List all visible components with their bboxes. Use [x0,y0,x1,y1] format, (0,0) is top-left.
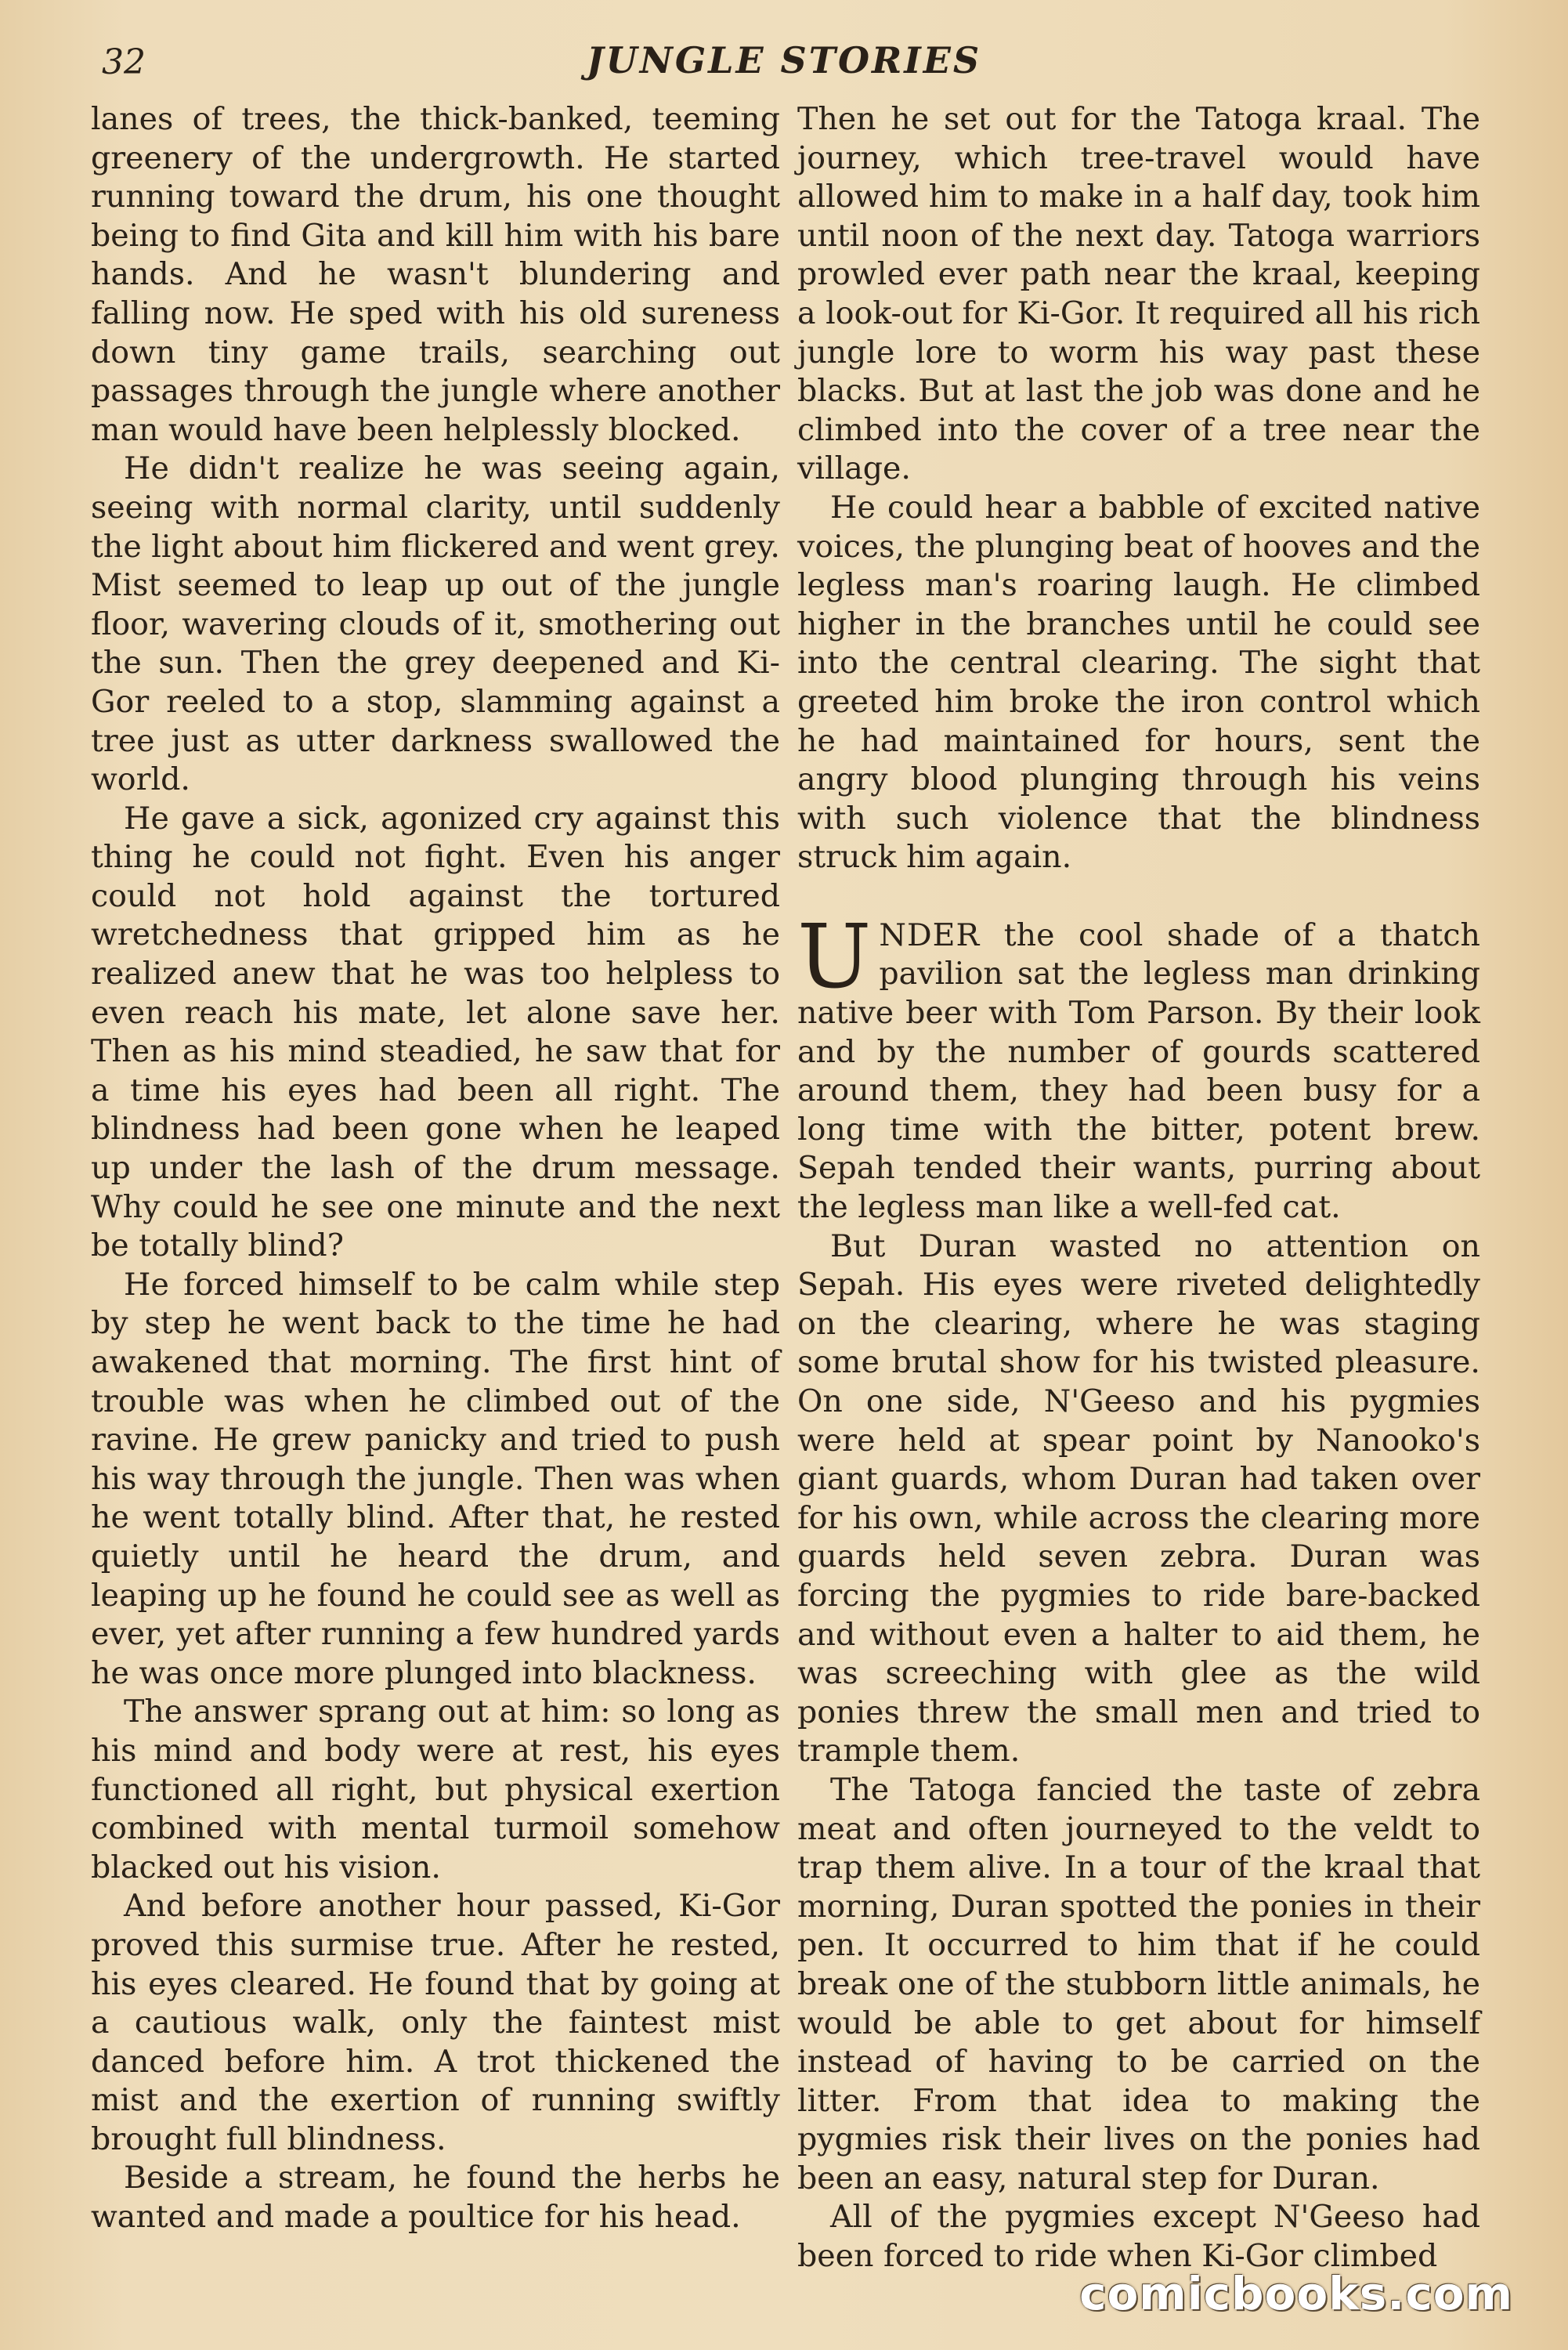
page-number: 32 [102,42,146,82]
opening-text: the cool shade of a thatch pavilion sat the legless man drinking native beer with Tom Parson. By their look and by the number of gourds scattered around them, they had been busy for a long time with the bitter, potent brew. Sepah tended their wants, purring about the legless man like a well-fed cat. [797,916,1480,1226]
paragraph: lanes of trees, the thick-banked, teeming greenery of the undergrowth. He started running toward the drum, his one thought being to find Gita and kill him with his bare hands. And he wasn't blundering and falling now. He sped with his old sureness down tiny game trails, searching out passages through the jungle where another man would have been helplessly blocked. [91,101,780,448]
opening-smallcaps: NDER [879,916,981,953]
paragraph: And before another hour passed, Ki-Gor proved this surmise true. After he rested, his eyes cleared. He found that by going at a cautious walk, only the faintest mist danced before him. A trot thickened the mist and the exertion of running swiftly brought full blindness. [91,1888,780,2157]
page-header [0,36,1568,91]
paragraph: The Tatoga fancied the taste of zebra meat and often journeyed to the veldt to trap them alive. In a tour of the kraal that morning, Duran spotted the ponies in their pen. It occurred to him that if he could break one of the stubborn little animals, he would be able to get about for himself instead of having to be carried on the litter. From that idea to making the pygmies risk their lives on the ponies had been an easy, natural step for Duran. [797,1771,1480,2196]
drop-cap: U [797,906,872,1008]
watermark-logo: comicbooks.com [1079,2267,1513,2320]
paragraph: The answer sprang out at him: so long as his mind and body were at rest, his eyes functioned all right, but physical exertion combined with mental turmoil somehow blacked out his vision. [91,1694,780,1885]
paragraph: Beside a stream, he found the herbs he wanted and made a poultice for his head. [91,2160,780,2236]
paragraph: All of the pygmies except N'Geeso had been forced to ride when Ki-Gor climbed [797,2199,1480,2275]
paragraph: He didn't realize he was seeing again, seeing with normal clarity, until suddenly the light about him flickered and went grey. Mist seemed to leap up out of the jungle floor, wavering clouds of it, smothering out the sun. Then the grey deepened and Ki-Gor reeled to a stop, slamming against a tree just as utter darkness swallowed the world. [91,450,780,798]
left-column [91,100,780,2237]
section-opening-paragraph [797,906,1480,1227]
paragraph: Then he set out for the Tatoga kraal. The journey, which tree-travel would have allowed him to make in a half day, took him until noon of the next day. Tatoga warriors prowled ever path near the kraal, keeping a look-out for Ki-Gor. It required all his rich jungle lore to worm his way past these blacks. But at last the job was done and he climbed into the cover of a tree near the village. [797,101,1480,487]
paragraph: He forced himself to be calm while step by step he went back to the time he had awakened that morning. The first hint of trouble was when he climbed out of the ravine. He grew panicky and tried to push his way through the jungle. Then was when he went totally blind. After that, he rested quietly until he heard the drum, and leaping up he found he could see as well as ever, yet after running a few hundred yards he was once more plunged into blackness. [91,1266,780,1691]
right-column [797,100,1480,2276]
paragraph: He gave a sick, agonized cry against this thing he could not fight. Even his anger could not hold against the tortured wretchedness that gripped him as he realized anew that he was too helpless to even reach his mate, let alone save her. Then as his mind steadied, he saw that for a time his eyes had been all right. The blindness had been gone when he leaped up under the lash of the drum message. Why could he see one minute and the next be totally blind? [91,800,780,1264]
running-title: JUNGLE STORIES [586,39,982,81]
paragraph: But Duran wasted no attention on Sepah. His eyes were riveted delightedly on the clearing, where he was staging some brutal show for his twisted pleasure. On one side, N'Geeso and his pygmies were held at spear point by Nanooko's giant guards, whom Duran had taken over for his own, while across the clearing more guards held seven zebra. Duran was forcing the pygmies to ride bare-backed and without even a halter to aid them, he was screeching with glee as the wild ponies threw the small men and tried to trample them. [797,1227,1480,1770]
paragraph: He could hear a babble of excited native voices, the plunging beat of hooves and the legless man's roaring laugh. He climbed higher in the branches until he could see into the central clearing. The sight that greeted him broke the iron control which he had maintained for hours, sent the angry blood plunging through his veins with such violence that the blindness struck him again. [797,489,1480,876]
